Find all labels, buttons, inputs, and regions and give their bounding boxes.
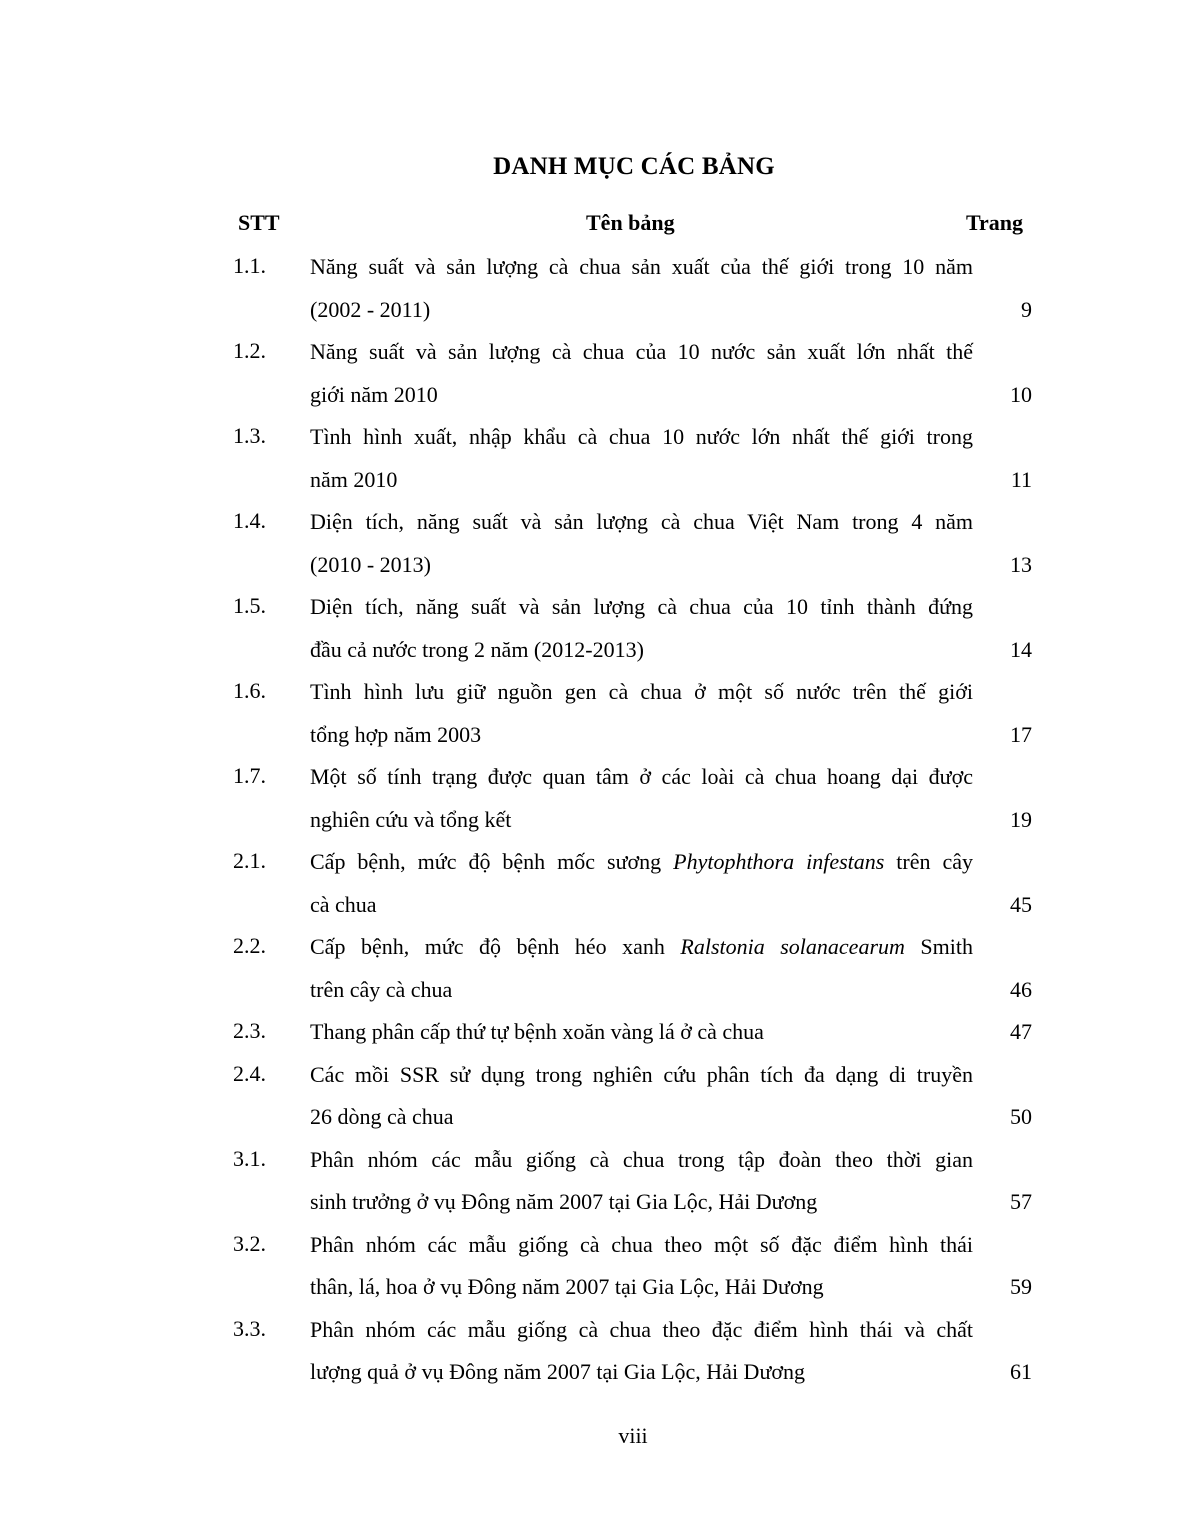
entry-title-line: cà chua [310,891,377,917]
entry-title-line: Thang phân cấp thứ tự bệnh xoăn vàng lá ở cà chua [310,1019,764,1044]
entry-title-line: giới năm 2010 [310,381,438,407]
entry-number: 1.1. [233,253,266,278]
entry-number: 2.3. [233,1018,266,1043]
entry-page: 46 [1010,976,1032,1002]
entry-page: 50 [1010,1104,1032,1129]
entry-title-line: thân, lá, hoa ở vụ Đông năm 2007 tại Gia Lộc, Hải Dương [310,1274,824,1299]
entry-title-line: Năng suất và sản lượng cà chua của 10 nước sản xuất lớn nhất thế [310,339,973,364]
entry-title-line: Năng suất và sản lượng cà chua sản xuất của thế giới trong 10 năm [310,254,973,279]
column-name: Tên bảng [586,210,675,235]
entry-title-line: sinh trưởng ở vụ Đông năm 2007 tại Gia Lộc, Hải Dương [310,1189,818,1214]
page-title: DANH MỤC CÁC BẢNG [493,153,775,180]
entry-number: 3.1. [233,1145,266,1171]
entry-page: 59 [1010,1274,1032,1299]
entry-title-line: (2010 - 2013) [310,551,431,577]
entry-title-line: trên cây cà chua [310,976,453,1002]
entry-number: 3.3. [233,1315,266,1341]
entry-title-line: Cấp bệnh, mức độ bệnh héo xanh Ralstonia solanacearum Smith [310,934,973,959]
entry-page: 14 [1010,636,1032,662]
entry-title-line: Cấp bệnh, mức độ bệnh mốc sương Phytophthora infestans trên cây [310,849,974,874]
entry-number: 1.4. [233,508,266,533]
entry-number: 1.2. [233,338,266,363]
entry-title-line: 26 dòng cà chua [310,1104,454,1129]
entry-title-line: Phân nhóm các mẫu giống cà chua trong tập đoàn theo thời gian [310,1146,973,1172]
entry-title-line: năm 2010 [310,466,398,492]
entry-number: 2.1. [233,848,266,873]
entry-page: 11 [1010,466,1032,492]
entry-page: 13 [1010,551,1032,577]
scientific-name: Ralstonia solanacearum [680,934,905,959]
page-number: viii [618,1423,648,1448]
entry-number: 1.3. [233,423,266,448]
entry-page: 19 [1010,806,1032,832]
entry-title-line: nghiên cứu và tổng kết [310,806,512,832]
entry-title-line: Một số tính trạng được quan tâm ở các loài cà chua hoang dại được [310,764,973,789]
entry-title-line: Phân nhóm các mẫu giống cà chua theo một số đặc điểm hình thái [310,1231,973,1257]
table-header [0,210,1190,242]
entry-page: 17 [1010,721,1032,747]
column-stt: STT [238,210,280,235]
entry-number: 1.5. [233,593,266,618]
entry-title-line: Tình hình xuất, nhập khẩu cà chua 10 nước lớn nhất thế giới trong [310,424,973,449]
entry-title-line: Diện tích, năng suất và sản lượng cà chua Việt Nam trong 4 năm [310,509,973,534]
entry-number: 2.4. [233,1060,266,1086]
entry-number: 2.2. [233,933,266,958]
entry-number: 3.2. [233,1230,266,1256]
entry-number: 1.7. [233,763,266,788]
entry-page: 47 [1010,1019,1032,1044]
entry-title-line: Phân nhóm các mẫu giống cà chua theo đặc điểm hình thái và chất [310,1316,973,1342]
entry-page: 61 [1010,1359,1032,1384]
entry-title-line: lượng quả ở vụ Đông năm 2007 tại Gia Lộc, Hải Dương [310,1359,805,1384]
scientific-name: Phytophthora infestans [673,849,885,874]
entry-page: 45 [1010,891,1032,917]
entry-page: 57 [1010,1189,1032,1214]
entry-page: 9 [1021,296,1032,322]
entry-title-line: Các mồi SSR sử dụng trong nghiên cứu phân tích đa dạng di truyền [310,1061,973,1087]
entry-number: 1.6. [233,678,266,703]
entry-page: 10 [1010,381,1032,407]
column-page: Trang [966,210,1024,235]
entry-title-line: tổng hợp năm 2003 [310,721,482,747]
entry-title-line: đầu cả nước trong 2 năm (2012-2013) [310,636,644,662]
entry-title-line: Tình hình lưu giữ nguồn gen cà chua ở một số nước trên thế giới [310,679,973,704]
entry-title-line: (2002 - 2011) [310,296,431,322]
entry-title-line: Diện tích, năng suất và sản lượng cà chua của 10 tỉnh thành đứng [310,594,973,619]
